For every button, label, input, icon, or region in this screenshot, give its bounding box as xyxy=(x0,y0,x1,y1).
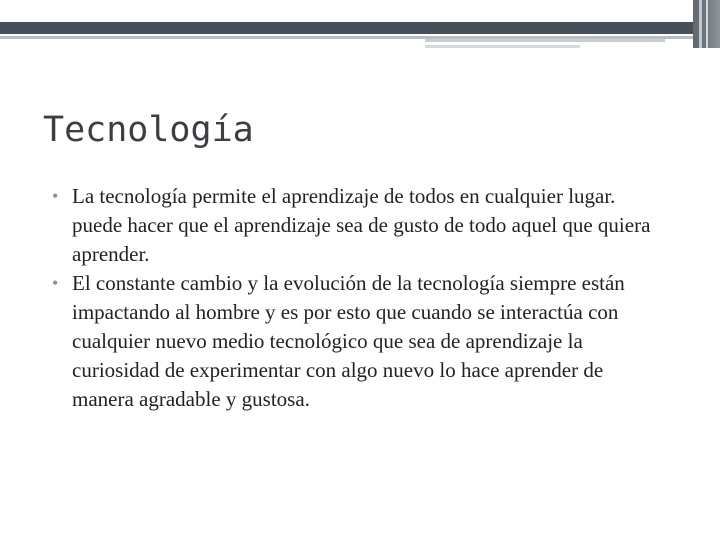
bullet-list xyxy=(52,182,662,414)
header-bar-accent-1 xyxy=(425,39,665,42)
header-bar-dark xyxy=(0,22,720,34)
bullet-text: La tecnología permite el aprendizaje de todos en cualquier lugar. puede hacer que el aprendizaje sea de gusto de todo aquel que quiera aprender. xyxy=(72,184,651,266)
bullet-text: El constante cambio y la evolución de la tecnología siempre están impactando al hombre y es por esto que cuando se interactúa con cualquier nuevo medio tecnológico que sea de aprendizaje la curiosidad de experimentar con algo nuevo lo hace aprender de manera agradable y gustosa. xyxy=(72,271,625,411)
bullet-icon: • xyxy=(52,273,59,293)
bullet-item xyxy=(52,182,662,269)
corner-stripe xyxy=(699,0,702,48)
bullet-icon: • xyxy=(52,186,59,206)
bullet-item xyxy=(52,269,662,414)
header-bar-accent-2 xyxy=(425,45,580,48)
corner-stripe-2 xyxy=(706,0,708,48)
slide-title: Tecnología xyxy=(43,110,254,150)
